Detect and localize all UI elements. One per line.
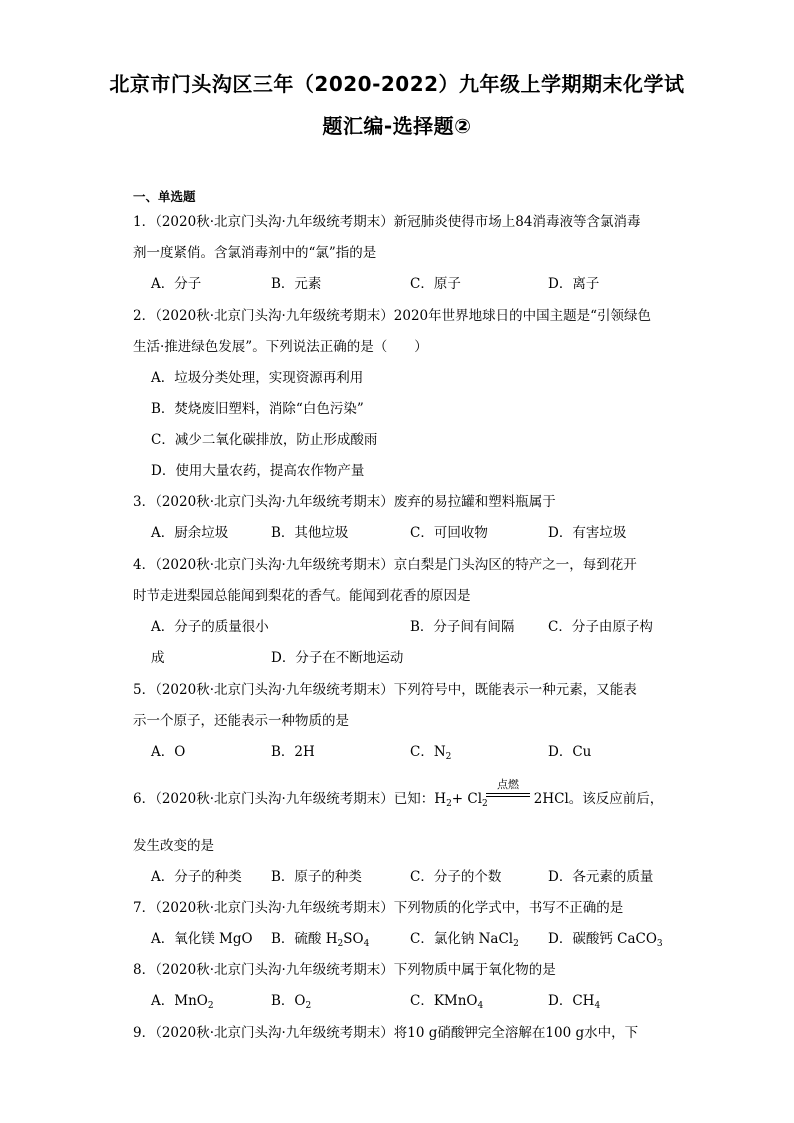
question-5-option-b: B．2H xyxy=(271,744,315,760)
question-6-option-b: B．原子的种类 xyxy=(271,869,362,885)
question-8-option-a xyxy=(151,992,214,1010)
question-5-option-a: A．O xyxy=(151,744,186,760)
question-7-option-c xyxy=(410,930,519,948)
question-8-option-d-sub: 4 xyxy=(594,1001,601,1011)
question-6-option-d: D．各元素的质量 xyxy=(548,869,654,885)
question-1-line1: 1．（2020秋·北京门头沟·九年级统考期末）新冠肺炎使得市场上84消毒液等含氯消毒 xyxy=(133,214,641,230)
question-8-option-d xyxy=(548,992,600,1010)
question-1-option-a: A．分子 xyxy=(151,276,202,292)
question-7-option-b xyxy=(271,930,369,948)
question-4-line1: 4．（2020秋·北京门头沟·九年级统考期末）京白梨是门头沟区的特产之一，每到花开 xyxy=(133,557,637,573)
question-9-line1: 9．（2020秋·北京门头沟·九年级统考期末）将10 g硝酸钾完全溶解在100 g水中，下 xyxy=(133,1025,639,1041)
question-6-subscript-2: 2 xyxy=(482,799,488,809)
question-5-option-c-subscript: 2 xyxy=(445,752,452,762)
question-2-line2: 生活·推进绿色发展”。下列说法正确的是（ ） xyxy=(133,339,428,355)
question-7-option-d-text: D．碳酸钙 CaCO xyxy=(548,931,657,947)
question-7-option-b-mid: SO xyxy=(343,931,364,947)
question-2-line1: 2．（2020秋·北京门头沟·九年级统考期末）2020年世界地球日的中国主题是“引领绿色 xyxy=(133,308,652,324)
question-1-option-d: D．离子 xyxy=(548,276,600,292)
question-8-line1: 8．（2020秋·北京门头沟·九年级统考期末）下列物质中属于氧化物的是 xyxy=(133,962,556,978)
question-2-option-d: D．使用大量农药，提高农作物产量 xyxy=(151,463,365,479)
question-8-option-c-text: C．KMnO xyxy=(410,993,478,1009)
document-title-line1: 北京市门头沟区三年（2020-2022）九年级上学期期末化学试 xyxy=(109,72,685,96)
question-2-option-b: B．焚烧废旧塑料，消除“白色污染” xyxy=(151,401,364,417)
question-2-option-a: A．垃圾分类处理，实现资源再利用 xyxy=(151,370,364,386)
question-7-option-d-sub: 3 xyxy=(656,939,663,949)
question-7-option-d xyxy=(548,930,663,948)
question-7-option-b-sub1: 2 xyxy=(337,939,344,949)
question-6-prefix: 6．（2020秋·北京门头沟·九年级统考期末）已知：H xyxy=(133,791,447,807)
question-6-suffix: 2HCl。该反应前后， xyxy=(533,791,664,807)
question-1-option-c: C．原子 xyxy=(410,276,461,292)
question-8-option-c-sub: 4 xyxy=(477,1001,484,1011)
question-6-subscript-1: 2 xyxy=(446,799,452,809)
question-4-option-a: A．分子的质量很小 xyxy=(151,619,269,635)
question-3-line1: 3．（2020秋·北京门头沟·九年级统考期末）废弃的易拉罐和塑料瓶属于 xyxy=(133,494,556,510)
question-6-line2: 发生改变的是 xyxy=(133,838,214,854)
question-7-option-c-sub: 2 xyxy=(513,939,519,949)
question-8-option-b xyxy=(271,992,311,1010)
question-2-option-c: C．减少二氧化碳排放，防止形成酸雨 xyxy=(151,432,378,448)
question-5-option-c xyxy=(410,743,451,761)
question-8-option-c xyxy=(410,992,483,1010)
question-7-option-b-text: B．硫酸 H xyxy=(271,931,338,947)
question-5-line2: 示一个原子，还能表示一种物质的是 xyxy=(133,713,349,729)
question-8-option-b-text: B．O xyxy=(271,993,306,1009)
question-6-option-a: A．分子的种类 xyxy=(151,869,242,885)
question-6-mid: + Cl xyxy=(451,791,483,807)
question-8-option-b-sub: 2 xyxy=(305,1001,312,1011)
question-4-option-c-wrap: 成 xyxy=(151,650,165,666)
question-3-option-a: A．厨余垃圾 xyxy=(151,525,229,541)
section-heading: 一、单选题 xyxy=(133,189,196,204)
question-1-line2: 剂一度紧俏。含氯消毒剂中的“氯”指的是 xyxy=(133,245,377,261)
question-5-option-d: D．Cu xyxy=(548,744,592,760)
question-6-line1 xyxy=(133,790,663,808)
equals-line-bottom xyxy=(486,796,530,797)
reaction-condition: 点燃 xyxy=(497,778,519,791)
equals-line-top xyxy=(486,793,530,794)
question-4-option-d: D．分子在不断地运动 xyxy=(271,650,404,666)
question-3-option-d: D．有害垃圾 xyxy=(548,525,627,541)
question-7-option-b-sub2: 4 xyxy=(363,939,370,949)
question-5-line1: 5．（2020秋·北京门头沟·九年级统考期末）下列符号中，既能表示一种元素，又能表 xyxy=(133,682,637,698)
question-3-option-c: C．可回收物 xyxy=(410,525,488,541)
question-1-option-b: B．元素 xyxy=(271,276,322,292)
question-4-option-b: B．分子间有间隔 xyxy=(410,619,515,635)
question-8-option-a-sub: 2 xyxy=(207,1001,214,1011)
question-7-option-c-text: C．氯化钠 NaCl xyxy=(410,931,514,947)
question-5-option-c-text: C．N xyxy=(410,744,446,760)
reaction-condition-arrow xyxy=(486,776,530,798)
question-4-line2: 时节走进梨园总能闻到梨花的香气。能闻到花香的原因是 xyxy=(133,588,471,604)
question-4-option-c: C．分子由原子构 xyxy=(548,619,653,635)
question-6-option-c: C．分子的个数 xyxy=(410,869,502,885)
document-title-line2: 题汇编-选择题② xyxy=(322,114,472,138)
question-3-option-b: B．其他垃圾 xyxy=(271,525,349,541)
question-7-option-a: A．氧化镁 MgO xyxy=(151,931,253,947)
question-8-option-a-text: A．MnO xyxy=(151,993,208,1009)
question-8-option-d-text: D．CH xyxy=(548,993,595,1009)
question-7-line1: 7．（2020秋·北京门头沟·九年级统考期末）下列物质的化学式中，书写不正确的是 xyxy=(133,900,624,916)
